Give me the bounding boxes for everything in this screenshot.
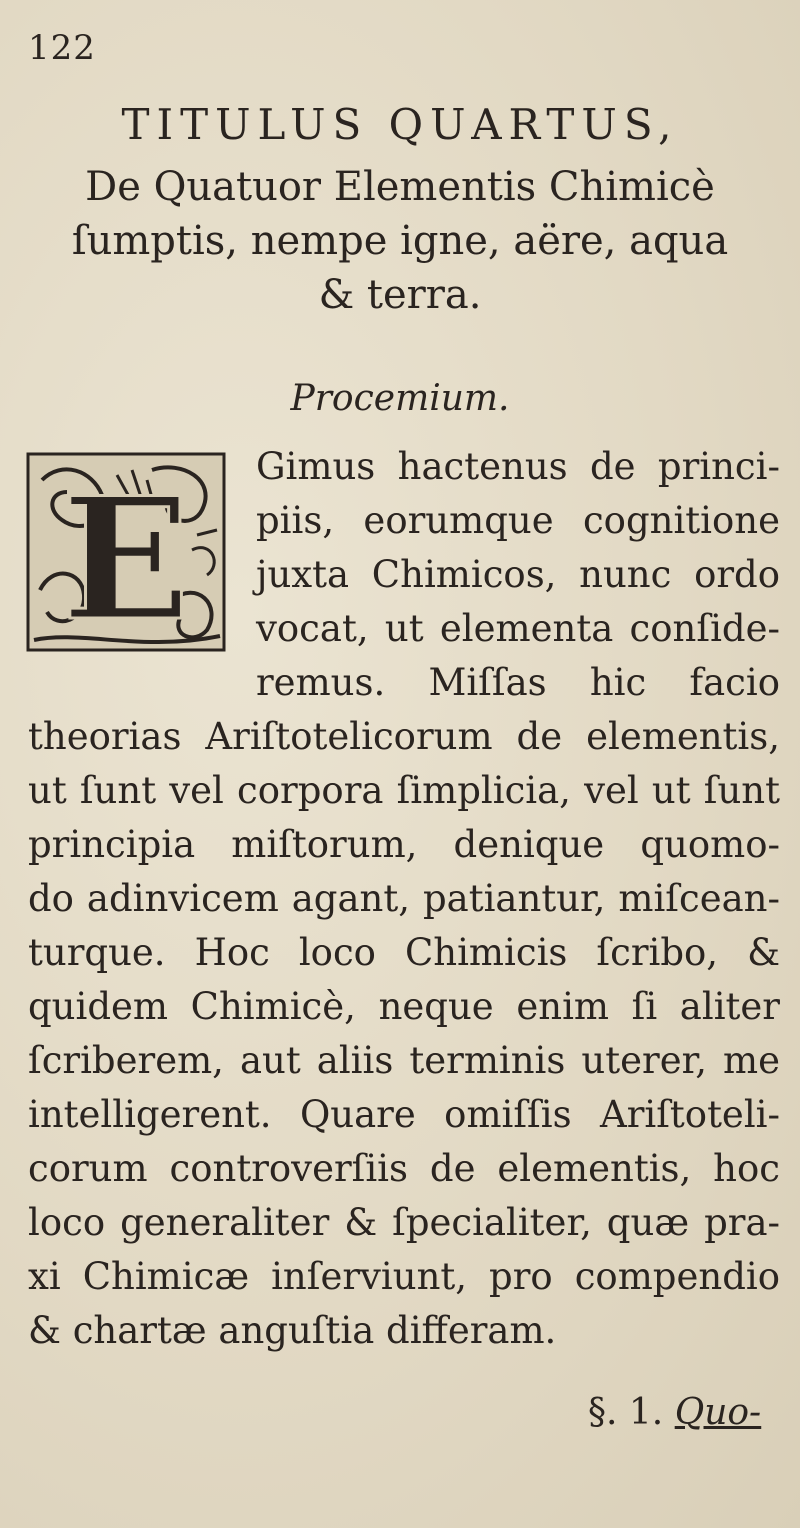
text-line: xi Chimicæ inſerviunt, pro compendio xyxy=(28,1255,780,1298)
text-line: remus. Miſſas hic facio xyxy=(256,661,780,704)
catchword-area xyxy=(588,1392,761,1433)
text-line: principia miſtorum, denique quomo- xyxy=(28,823,780,866)
body-text xyxy=(28,440,780,1358)
page-number: 122 xyxy=(28,28,96,68)
text-line: do adinvicem agant, patiantur, miſcean- xyxy=(28,877,780,920)
subtitle-line: & terra. xyxy=(318,272,482,318)
text-line: theorias Ariſtotelicorum de elementis, xyxy=(28,715,780,758)
text-line: corum controverſiis de elementis, hoc xyxy=(28,1147,780,1190)
page-title: TITULUS QUARTUS, xyxy=(121,100,679,149)
text-line: Gimus hactenus de princi- xyxy=(256,445,780,488)
text-line: intelligerent. Quare omiſſis Ariſtoteli- xyxy=(28,1093,780,1136)
subtitle-line: ſumptis, nempe igne, aëre, aqua xyxy=(71,218,729,264)
text-line: turque. Hoc loco Chimicis ſcribo, & xyxy=(28,931,780,974)
section-heading: Procemium. xyxy=(290,378,510,419)
text-line: piis, eorumque cognitione xyxy=(256,499,780,542)
text-line: juxta Chimicos, nunc ordo xyxy=(256,553,780,596)
text-line: & chartæ anguſtia differam. xyxy=(28,1309,557,1352)
text-line: ſcriberem, aut aliis terminis uterer, me xyxy=(28,1039,780,1082)
text-line: quidem Chimicè, neque enim ſi aliter xyxy=(28,985,780,1028)
text-line: ut ſunt vel corpora ſimplicia, vel ut ſunt xyxy=(28,769,780,812)
drop-cap-letter: E xyxy=(61,460,191,658)
subtitle-line: De Quatuor Elementis Chimicè xyxy=(85,164,715,210)
text-line: loco generaliter & ſpecialiter, quæ pra- xyxy=(28,1201,780,1244)
catchword: Quo- xyxy=(674,1392,762,1433)
subtitle xyxy=(30,160,770,322)
text-line: vocat, ut elementa conſide- xyxy=(256,607,780,650)
section-mark: §. 1. xyxy=(588,1392,664,1433)
